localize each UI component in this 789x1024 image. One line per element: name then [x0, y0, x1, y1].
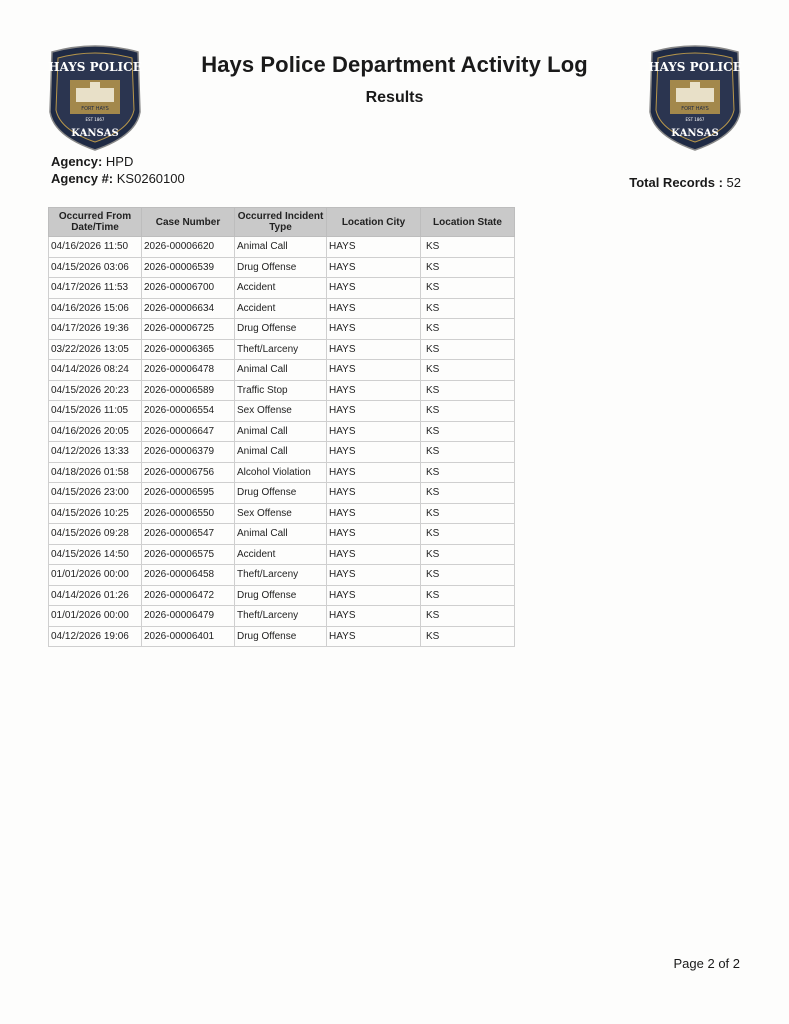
- table-row: [49, 626, 515, 647]
- column-header: Location City: [327, 208, 421, 237]
- table-cell: KS: [421, 421, 515, 442]
- table-cell: Sex Offense: [235, 401, 327, 422]
- table-cell: KS: [421, 626, 515, 647]
- page-title: Hays Police Department Activity Log: [201, 52, 588, 77]
- table-cell: HAYS: [327, 462, 421, 483]
- table-body: [49, 237, 515, 647]
- table-row: [49, 257, 515, 278]
- table-cell: 2026-00006554: [142, 401, 235, 422]
- table-cell: Accident: [235, 544, 327, 565]
- table-cell: HAYS: [327, 626, 421, 647]
- table-cell: Theft/Larceny: [235, 339, 327, 360]
- table-row: [49, 237, 515, 258]
- table-cell: Theft/Larceny: [235, 565, 327, 586]
- table-cell: HAYS: [327, 298, 421, 319]
- table-cell: 2026-00006401: [142, 626, 235, 647]
- badge-top-text: HAYS POLICE: [648, 60, 742, 74]
- table-cell: KS: [421, 257, 515, 278]
- agency-value: HPD: [105, 154, 134, 169]
- table-cell: 04/15/2026 14:50: [49, 544, 142, 565]
- table-cell: 2026-00006756: [142, 462, 235, 483]
- table-cell: 2026-00006575: [142, 544, 235, 565]
- agency-line: [51, 154, 133, 169]
- table-cell: KS: [421, 442, 515, 463]
- table-row: [49, 298, 515, 319]
- table-cell: Accident: [235, 298, 327, 319]
- table-cell: HAYS: [327, 278, 421, 299]
- badge-city-text: FORT HAYS: [81, 106, 109, 112]
- table-row: [49, 339, 515, 360]
- table-cell: 2026-00006472: [142, 585, 235, 606]
- table-cell: 04/16/2026 15:06: [49, 298, 142, 319]
- table-cell: 01/01/2026 00:00: [49, 565, 142, 586]
- table-cell: Animal Call: [235, 421, 327, 442]
- table-cell: 04/17/2026 19:36: [49, 319, 142, 340]
- table-cell: Animal Call: [235, 442, 327, 463]
- table-cell: 2026-00006595: [142, 483, 235, 504]
- column-header: Occurred From Date/Time: [49, 208, 142, 237]
- table-cell: KS: [421, 278, 515, 299]
- table-row: [49, 483, 515, 504]
- table-row: [49, 401, 515, 422]
- table-cell: Alcohol Violation: [235, 462, 327, 483]
- table-cell: KS: [421, 544, 515, 565]
- table-cell: 03/22/2026 13:05: [49, 339, 142, 360]
- table-cell: 04/15/2026 20:23: [49, 380, 142, 401]
- table-cell: 2026-00006589: [142, 380, 235, 401]
- table-cell: KS: [421, 483, 515, 504]
- agency-number-line: [51, 171, 185, 186]
- table-cell: Animal Call: [235, 237, 327, 258]
- table-cell: HAYS: [327, 483, 421, 504]
- table-cell: KS: [421, 319, 515, 340]
- table-cell: HAYS: [327, 421, 421, 442]
- table-cell: HAYS: [327, 565, 421, 586]
- table-cell: Drug Offense: [235, 483, 327, 504]
- table-row: [49, 606, 515, 627]
- table-cell: HAYS: [327, 319, 421, 340]
- table-cell: Sex Offense: [235, 503, 327, 524]
- table-cell: 2026-00006478: [142, 360, 235, 381]
- table-cell: 2026-00006379: [142, 442, 235, 463]
- table-cell: HAYS: [327, 544, 421, 565]
- agency-label: Agency:: [51, 154, 103, 169]
- table-cell: 04/16/2026 20:05: [49, 421, 142, 442]
- table-cell: HAYS: [327, 524, 421, 545]
- table-cell: Accident: [235, 278, 327, 299]
- table-cell: 04/15/2026 10:25: [49, 503, 142, 524]
- table-cell: 2026-00006550: [142, 503, 235, 524]
- table-cell: HAYS: [327, 257, 421, 278]
- table-cell: Drug Offense: [235, 319, 327, 340]
- table-row: [49, 278, 515, 299]
- agency-number-label: Agency #:: [51, 171, 114, 186]
- table-cell: 04/15/2026 11:05: [49, 401, 142, 422]
- table-cell: KS: [421, 565, 515, 586]
- table-row: [49, 360, 515, 381]
- table-cell: Drug Offense: [235, 585, 327, 606]
- table-cell: 04/16/2026 11:50: [49, 237, 142, 258]
- table-cell: 04/14/2026 08:24: [49, 360, 142, 381]
- table-cell: HAYS: [327, 585, 421, 606]
- table-cell: 01/01/2026 00:00: [49, 606, 142, 627]
- table-cell: HAYS: [327, 442, 421, 463]
- table-row: [49, 462, 515, 483]
- table-cell: Drug Offense: [235, 626, 327, 647]
- agency-number-value: KS0260100: [116, 171, 185, 186]
- table-cell: 2026-00006547: [142, 524, 235, 545]
- table-cell: 2026-00006365: [142, 339, 235, 360]
- table-cell: KS: [421, 524, 515, 545]
- table-row: [49, 380, 515, 401]
- table-cell: 2026-00006539: [142, 257, 235, 278]
- table-cell: HAYS: [327, 237, 421, 258]
- table-cell: 2026-00006634: [142, 298, 235, 319]
- table-cell: KS: [421, 401, 515, 422]
- total-records: [629, 175, 741, 190]
- table-cell: KS: [421, 237, 515, 258]
- badge-est-text: EST 1867: [685, 117, 705, 122]
- badge-bottom-text: KANSAS: [671, 128, 719, 139]
- table-cell: Theft/Larceny: [235, 606, 327, 627]
- badge-top-text: HAYS POLICE: [48, 60, 142, 74]
- table-cell: HAYS: [327, 401, 421, 422]
- table-row: [49, 319, 515, 340]
- table-cell: KS: [421, 339, 515, 360]
- table-cell: Drug Offense: [235, 257, 327, 278]
- table-cell: Animal Call: [235, 524, 327, 545]
- table-cell: HAYS: [327, 606, 421, 627]
- table-row: [49, 585, 515, 606]
- table-cell: HAYS: [327, 339, 421, 360]
- table-cell: 04/17/2026 11:53: [49, 278, 142, 299]
- table-cell: KS: [421, 503, 515, 524]
- table-header-row: [49, 208, 515, 237]
- table-cell: 04/15/2026 09:28: [49, 524, 142, 545]
- table-cell: KS: [421, 462, 515, 483]
- table-cell: 04/15/2026 23:00: [49, 483, 142, 504]
- table-cell: KS: [421, 360, 515, 381]
- table-cell: KS: [421, 585, 515, 606]
- table-row: [49, 442, 515, 463]
- table-cell: HAYS: [327, 360, 421, 381]
- table-cell: 2026-00006458: [142, 565, 235, 586]
- table-row: [49, 503, 515, 524]
- total-records-value: 52: [726, 175, 741, 190]
- table-row: [49, 544, 515, 565]
- column-header: Occurred Incident Type: [235, 208, 327, 237]
- table-cell: 04/15/2026 03:06: [49, 257, 142, 278]
- table-cell: HAYS: [327, 380, 421, 401]
- badge-city-text: FORT HAYS: [681, 106, 709, 112]
- table-cell: 04/14/2026 01:26: [49, 585, 142, 606]
- table-cell: 2026-00006700: [142, 278, 235, 299]
- table-row: [49, 565, 515, 586]
- table-cell: 2026-00006647: [142, 421, 235, 442]
- page-number: Page 2 of 2: [673, 956, 740, 971]
- table-cell: Animal Call: [235, 360, 327, 381]
- table-cell: 2026-00006620: [142, 237, 235, 258]
- table-cell: 04/12/2026 13:33: [49, 442, 142, 463]
- activity-log-table: [48, 207, 515, 647]
- table-cell: Traffic Stop: [235, 380, 327, 401]
- table-cell: HAYS: [327, 503, 421, 524]
- table-cell: 2026-00006479: [142, 606, 235, 627]
- total-records-label: Total Records :: [629, 175, 723, 190]
- table-cell: 2026-00006725: [142, 319, 235, 340]
- table-cell: KS: [421, 298, 515, 319]
- table-cell: KS: [421, 606, 515, 627]
- badge-bottom-text: KANSAS: [71, 128, 119, 139]
- table-row: [49, 421, 515, 442]
- table-row: [49, 524, 515, 545]
- page-subtitle: Results: [365, 89, 424, 106]
- column-header: Location State: [421, 208, 515, 237]
- table-cell: 04/18/2026 01:58: [49, 462, 142, 483]
- badge-est-text: EST 1867: [85, 117, 105, 122]
- table-cell: KS: [421, 380, 515, 401]
- table-cell: 04/12/2026 19:06: [49, 626, 142, 647]
- column-header: Case Number: [142, 208, 235, 237]
